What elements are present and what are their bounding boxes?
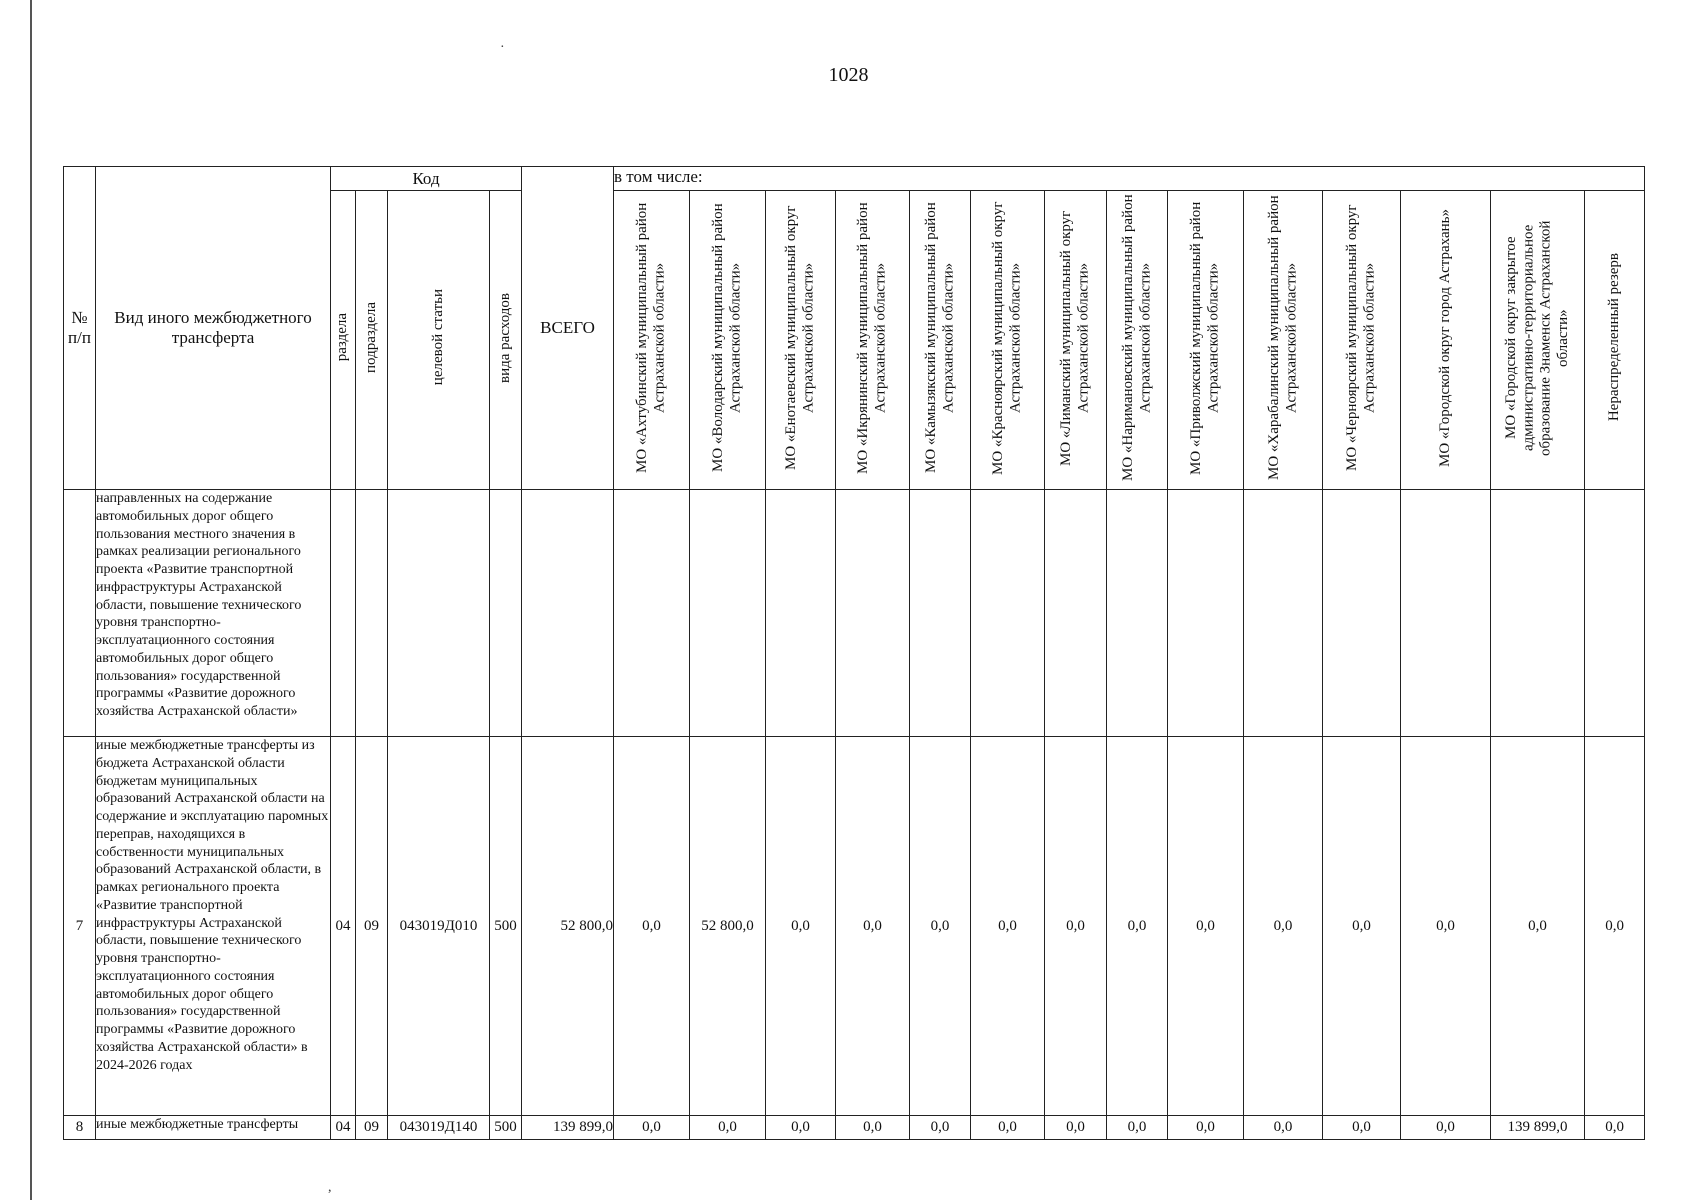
- cell-razdel: 04: [331, 1116, 356, 1140]
- cell-value: [1401, 490, 1491, 737]
- page-edge-line: [30, 0, 32, 1200]
- cell-vid: 500: [490, 737, 522, 1116]
- header-mo: МО «Приволжский муниципальный район Астраханской области»: [1188, 200, 1222, 475]
- cell-value: 0,0: [910, 1116, 971, 1140]
- cell-value: 0,0: [1107, 1116, 1168, 1140]
- cell-num: 7: [64, 737, 96, 1116]
- header-mo: МО «Володарский муниципальный район Астраханской области»: [710, 203, 744, 472]
- cell-value: [1045, 490, 1107, 737]
- cell-razdel: [331, 490, 356, 737]
- cell-value: 0,0: [1585, 737, 1645, 1116]
- cell-value: [1107, 490, 1168, 737]
- cell-value: 0,0: [614, 1116, 690, 1140]
- cell-value: [690, 490, 766, 737]
- page-number: 1028: [828, 64, 869, 86]
- cell-podrazdel: 09: [356, 737, 388, 1116]
- cell-razdel: 04: [331, 737, 356, 1116]
- cell-value: [1323, 490, 1401, 737]
- cell-value: 0,0: [1168, 1116, 1244, 1140]
- cell-value: 139 899,0: [1491, 1116, 1585, 1140]
- cell-value: 0,0: [690, 1116, 766, 1140]
- cell-value: 0,0: [836, 1116, 910, 1140]
- cell-value: [614, 490, 690, 737]
- cell-value: 0,0: [1168, 737, 1244, 1116]
- header-num: № п/п: [64, 167, 96, 490]
- cell-statya: 043019Д010: [388, 737, 490, 1116]
- cell-value: 0,0: [1244, 1116, 1323, 1140]
- table-row: [64, 737, 1645, 1116]
- cell-value: [1168, 490, 1244, 737]
- cell-value: 0,0: [1401, 737, 1491, 1116]
- transfers-table: [63, 166, 1645, 1140]
- header-type: Вид иного межбюджетного трансферта: [96, 167, 331, 490]
- cell-vid: 500: [490, 1116, 522, 1140]
- header-mo: МО «Камызякский муниципальный район Астраханской области»: [922, 202, 957, 473]
- table-row: [64, 1116, 1645, 1140]
- table-row: [64, 490, 1645, 737]
- cell-value: [1244, 490, 1323, 737]
- cell-value: [1585, 490, 1645, 737]
- header-mo: МО «Городской округ город Астрахань»: [1436, 208, 1453, 467]
- header-kod-group: Код: [331, 167, 522, 191]
- header-mo: МО «Черноярский муниципальный округ Астраханской области»: [1344, 204, 1378, 471]
- header-kod-razdel: раздела: [334, 313, 351, 362]
- cell-value: 0,0: [1045, 1116, 1107, 1140]
- cell-value: 0,0: [614, 737, 690, 1116]
- cell-value: 0,0: [766, 1116, 836, 1140]
- cell-value: [971, 490, 1045, 737]
- header-mo: МО «Харабалинский муниципальный район Астраханской области»: [1265, 195, 1300, 480]
- cell-value: 0,0: [1323, 737, 1401, 1116]
- header-incl-group: в том числе:: [614, 167, 1645, 191]
- cell-total: 139 899,0: [522, 1116, 614, 1140]
- cell-podrazdel: [356, 490, 388, 737]
- cell-value: 0,0: [1323, 1116, 1401, 1140]
- header-kod-statya: целевой статьи: [429, 289, 446, 386]
- cell-value: 0,0: [910, 737, 971, 1116]
- header-kod-podrazdel: подраздела: [362, 302, 379, 373]
- cell-statya: [388, 490, 490, 737]
- cell-value: 0,0: [971, 737, 1045, 1116]
- header-mo: МО «Икрянинский муниципальный район Астраханской области»: [855, 201, 889, 474]
- cell-value: 0,0: [1401, 1116, 1491, 1140]
- cell-total: 52 800,0: [522, 737, 614, 1116]
- header-mo: МО «Наримановский муниципальный район Астраханской области»: [1119, 194, 1154, 481]
- cell-value: [766, 490, 836, 737]
- header-mo: МО «Енотаевский муниципальный округ Астраханской области»: [783, 205, 817, 470]
- header-mo: МО «Красноярский муниципальный округ Астраханской области»: [990, 200, 1024, 475]
- cell-value: 0,0: [1045, 737, 1107, 1116]
- cell-text: направленных на содержание автомобильных дорог общего пользования местного значения в рамках реализации регионального проекта «Развитие транспортной инфраструктуры Астраханской области, повышение технического уровня транспортно-эксплуатационного состояния автомобильных дорог общего пользования» государственной программы «Развитие дорожного хозяйства Астраханской области»: [96, 490, 331, 737]
- cell-text: иные межбюджетные трансферты: [96, 1116, 331, 1140]
- header-total: ВСЕГО: [522, 167, 614, 490]
- header-kod-vid: вида расходов: [496, 292, 513, 383]
- cell-num: [64, 490, 96, 737]
- cell-text: иные межбюджетные трансферты из бюджета Астраханской области бюджетам муниципальных образований Астраханской области на содержание и эксплуатацию паромных переправ, находящихся в собственности муниципальных образований Астраханской области, в рамках регионального проекта «Развитие транспортной инфраструктуры Астраханской области, повышение технического уровня транспортно-эксплуатационного состояния автомобильных дорог общего пользования» государственной программы «Развитие дорожного хозяйства Астраханской области» в 2024-2026 годах: [96, 737, 331, 1116]
- cell-value: [910, 490, 971, 737]
- cell-podrazdel: 09: [356, 1116, 388, 1140]
- header-mo: МО «Лиманский муниципальный округ Астраханской области»: [1058, 209, 1092, 466]
- header-mo: МО «Городской округ закрытое административно-территориальное образование Знаменск Астраханской области»: [1503, 219, 1571, 456]
- cell-value: 52 800,0: [690, 737, 766, 1116]
- cell-value: 0,0: [1244, 737, 1323, 1116]
- cell-total: [522, 490, 614, 737]
- cell-value: 0,0: [1107, 737, 1168, 1116]
- cell-value: 0,0: [836, 737, 910, 1116]
- cell-value: 0,0: [1585, 1116, 1645, 1140]
- cell-num: 8: [64, 1116, 96, 1140]
- cell-value: [836, 490, 910, 737]
- header-mo: МО «Ахтубинский муниципальный район Астраханской области»: [634, 202, 668, 473]
- cell-value: 0,0: [1491, 737, 1585, 1116]
- cell-vid: [490, 490, 522, 737]
- cell-value: 0,0: [766, 737, 836, 1116]
- cell-value: 0,0: [971, 1116, 1045, 1140]
- scan-speck: ,: [328, 1180, 332, 1195]
- header-reserve: Нераспределенный резерв: [1605, 253, 1622, 422]
- cell-statya: 043019Д140: [388, 1116, 490, 1140]
- scan-speck: ·: [500, 40, 505, 55]
- cell-value: [1491, 490, 1585, 737]
